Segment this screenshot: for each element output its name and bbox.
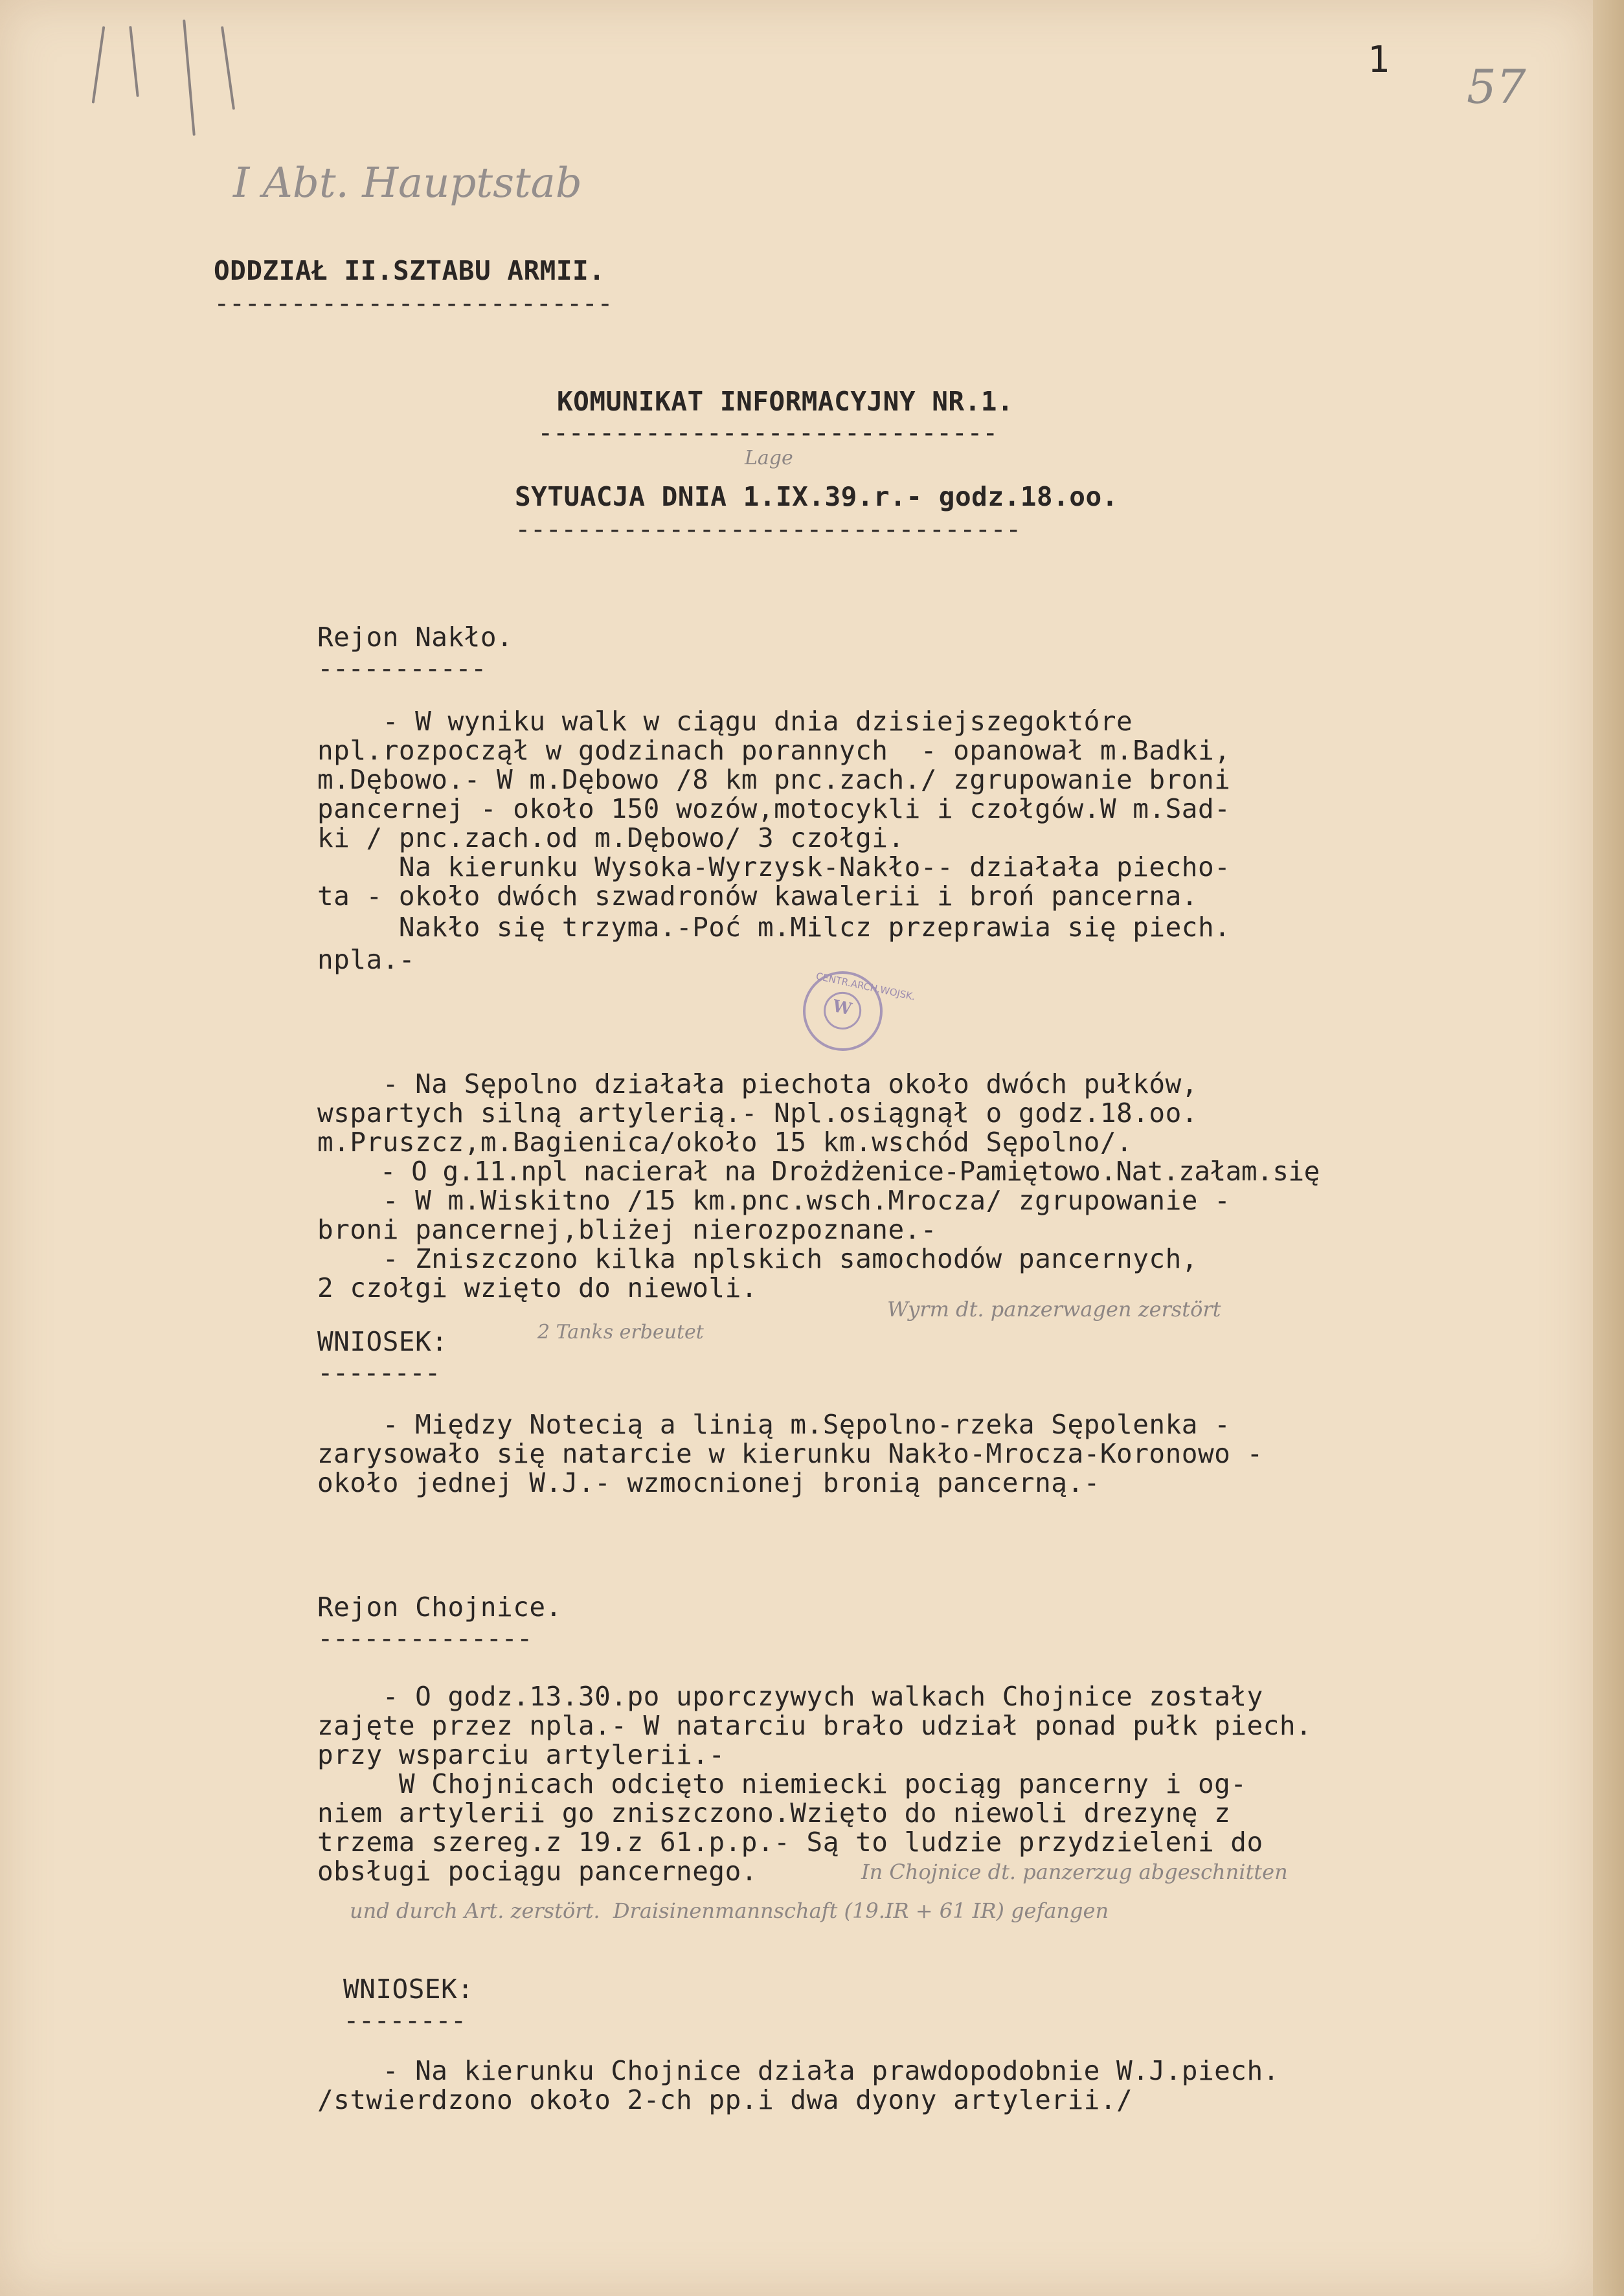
- archive-note: I Abt. Hauptstab: [233, 159, 582, 207]
- text-line: broni pancernej,bliżej nierozpoznane.-: [317, 1214, 937, 1245]
- underline: -----------: [317, 653, 486, 684]
- text-line: Na kierunku Wysoka-Wyrzysk-Nakło-- działała piecho-: [317, 851, 1231, 883]
- conclusion-label: WNIOSEK:: [343, 1974, 474, 2005]
- underline: --------------------------: [214, 287, 613, 319]
- text-line: zajęte przez npla.- W natarciu brało udział ponad pułk piech.: [317, 1710, 1313, 1741]
- pencil-stroke: [92, 26, 106, 103]
- text-line: - Między Notecią a linią m.Sępolno-rzeka Sępolenka -: [317, 1409, 1231, 1440]
- text-line: - Na Sępolno działała piechota około dwóch pułków,: [317, 1068, 1198, 1099]
- text-line: obsługi pociągu pancernego.: [317, 1856, 758, 1887]
- text-line: - W m.Wiskitno /15 km.pnc.wsch.Mrocza/ zgrupowanie -: [317, 1185, 1231, 1216]
- underline: ------------------------------: [537, 417, 998, 448]
- text-line: W Chojnicach odcięto niemiecki pociąg pancerny i og-: [317, 1768, 1247, 1799]
- underline: --------: [317, 1357, 440, 1388]
- page-edge: [1593, 0, 1624, 2296]
- text-line: ta - około dwóch szwadronów kawalerii i broń pancerna.: [317, 881, 1198, 912]
- text-line: m.Dębowo.- W m.Dębowo /8 km pnc.zach./ zgrupowanie broni: [317, 764, 1231, 795]
- text-line: przy wsparciu artylerii.-: [317, 1739, 725, 1770]
- pencil-stroke: [183, 19, 196, 136]
- department-heading: ODDZIAŁ II.SZTABU ARMII.: [214, 255, 605, 286]
- text-line: niem artylerii go zniszczono.Wzięto do niewoli drezynę z: [317, 1797, 1231, 1829]
- section-heading-naklo: Rejon Nakło.: [317, 622, 513, 653]
- text-line: trzema szereg.z 19.z 61.p.p.- Są to ludzie przydzieleni do: [317, 1827, 1263, 1858]
- situation-line: SYTUACJA DNIA 1.IX.39.r.- godz.18.oo.: [515, 481, 1118, 512]
- pencil-stroke: [221, 26, 235, 109]
- archive-stamp: [796, 964, 917, 1059]
- text-line: ki / pnc.zach.od m.Dębowo/ 3 czołgi.: [317, 822, 905, 853]
- text-line: npl.rozpoczął w godzinach porannych - opanował m.Badki,: [317, 735, 1231, 766]
- text-line: - O g.11.npl nacierał na Drożdżenice-Pamiętowo.Nat.załam.się: [317, 1156, 1320, 1187]
- text-line: około jednej W.J.- wzmocnionej bronią pancerną.-: [317, 1467, 1100, 1498]
- page-number: 1: [1368, 39, 1390, 81]
- text-line: Nakło się trzyma.-Poć m.Milcz przeprawia się piech.: [317, 912, 1231, 943]
- pencil-stroke: [129, 26, 139, 97]
- text-line: /stwierdzono około 2-ch pp.i dwa dyony artylerii./: [317, 2084, 1133, 2115]
- text-line: - W wyniku walk w ciągu dnia dzisiejszegoktóre: [317, 706, 1133, 737]
- underline: ---------------------------------: [515, 513, 1021, 545]
- folio-number: 57: [1467, 60, 1526, 114]
- handwritten-note: und durch Art. zerstört. Draisinenmannschaft (19.IR + 61 IR) gefangen: [350, 1898, 1109, 1923]
- text-line: zarysowało się natarcie w kierunku Nakło-Mrocza-Koronowo -: [317, 1438, 1263, 1469]
- communique-title: KOMUNIKAT INFORMACYJNY NR.1.: [557, 386, 1014, 417]
- text-line: wspartych silną artylerią.- Npl.osiągnął o godz.18.oo.: [317, 1097, 1198, 1129]
- text-line: npla.-: [317, 944, 416, 975]
- text-line: 2 czołgi wzięto do niewoli.: [317, 1272, 758, 1303]
- stamp-text: CENTR.ARCH.WOJSK.: [815, 970, 917, 1003]
- stamp-center: W: [831, 996, 853, 1020]
- handwritten-note: In Chojnice dt. panzerzug abgeschnitten: [861, 1860, 1288, 1884]
- text-line: pancernej - około 150 wozów,motocykli i czołgów.W m.Sad-: [317, 793, 1231, 824]
- text-line: - O godz.13.30.po uporczywych walkach Chojnice zostały: [317, 1681, 1263, 1712]
- section-heading-chojnice: Rejon Chojnice.: [317, 1592, 562, 1623]
- title-note: Lage: [745, 447, 793, 469]
- text-line: m.Pruszcz,m.Bagienica/około 15 km.wschód Sępolno/.: [317, 1127, 1133, 1158]
- conclusion-label: WNIOSEK:: [317, 1326, 448, 1357]
- underline: --------: [343, 2005, 466, 2036]
- underline: --------------: [317, 1623, 532, 1654]
- handwritten-note: 2 Tanks erbeutet: [537, 1321, 704, 1344]
- text-line: - Na kierunku Chojnice działa prawdopodobnie W.J.piech.: [317, 2055, 1280, 2086]
- text-line: - Zniszczono kilka nplskich samochodów pancernych,: [317, 1243, 1198, 1274]
- handwritten-note: Wyrm dt. panzerwagen zerstört: [887, 1297, 1221, 1322]
